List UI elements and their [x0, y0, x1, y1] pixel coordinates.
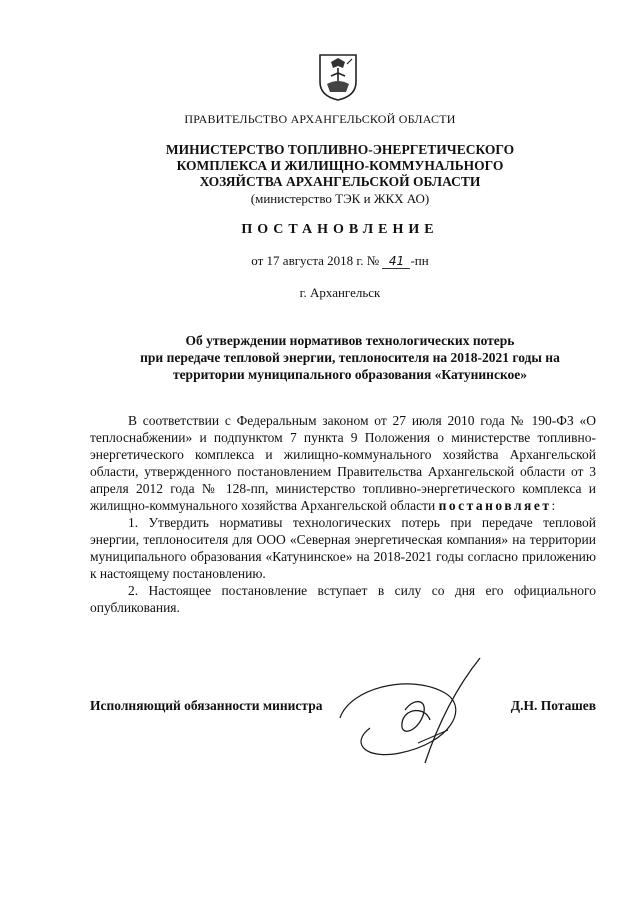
- ministry-short-name: (министерство ТЭК и ЖКХ АО): [250, 191, 430, 206]
- document-city: г. Архангельск: [299, 285, 381, 300]
- resolves-word: постановляет: [438, 498, 552, 513]
- document-number: 41: [382, 255, 410, 269]
- item-paragraph: 1. Утвердить нормативы технологических потерь при передаче тепловой энергии, теплоносителя для ООО «Северная энергетическая компания» на территории муниципального образования «Катунинское» на 2018-2021 годы согласно приложению к настоящему постановлению.: [90, 515, 596, 581]
- coat-of-arms-emblem: [317, 52, 359, 102]
- ministry-name-line: ХОЗЯЙСТВА АРХАНГЕЛЬСКОЙ ОБЛАСТИ: [199, 174, 481, 189]
- preamble-paragraph: [90, 412, 596, 514]
- item-paragraph: 2. Настоящее постановление вступает в силу со дня его официального опубликования.: [90, 583, 596, 615]
- preamble-text: В соответствии с Федеральным законом от 27 июля 2010 года № 190-ФЗ «О теплоснабжении» и подпунктом 7 пункта 9 Положения о министерстве топливно-энергетического комплекса и жилищно-коммунального хозяйства Архангельской области, утвержденного постановлением Правительства Архангельской области от 3 апреля 2012 года № 128-пп, министерство топливно-энергетического комплекса и жилищно-коммунального хозяйства Архангельской области: [90, 413, 596, 513]
- title-line: территории муниципального образования «Катунинское»: [172, 367, 528, 382]
- government-name: ПРАВИТЕЛЬСТВО АРХАНГЕЛЬСКОЙ ОБЛАСТИ: [184, 112, 456, 126]
- document-title: [60, 332, 640, 383]
- title-line: при передаче тепловой энергии, теплоносителя на 2018-2021 годы на: [140, 350, 560, 365]
- signatory-name: Д.Н. Поташев: [510, 698, 596, 713]
- ministry-name: [20, 142, 640, 190]
- signatory-role: Исполняющий обязанности министра: [90, 698, 323, 713]
- title-line: Об утверждении нормативов технологических потерь: [185, 333, 515, 348]
- document-body: [90, 412, 596, 616]
- ministry-name-line: КОМПЛЕКСА И ЖИЛИЩНО-КОММУНАЛЬНОГО: [176, 158, 504, 173]
- handwritten-signature: [330, 648, 490, 768]
- document-number-suffix: -пн: [410, 253, 429, 268]
- document-date-number: [20, 253, 640, 269]
- ministry-name-line: МИНИСТЕРСТВО ТОПЛИВНО-ЭНЕРГЕТИЧЕСКОГО: [165, 142, 515, 157]
- resolves-colon: :: [551, 498, 556, 513]
- document-date: от 17 августа 2018 г. №: [251, 253, 380, 268]
- document-type: ПОСТАНОВЛЕНИЕ: [241, 222, 439, 237]
